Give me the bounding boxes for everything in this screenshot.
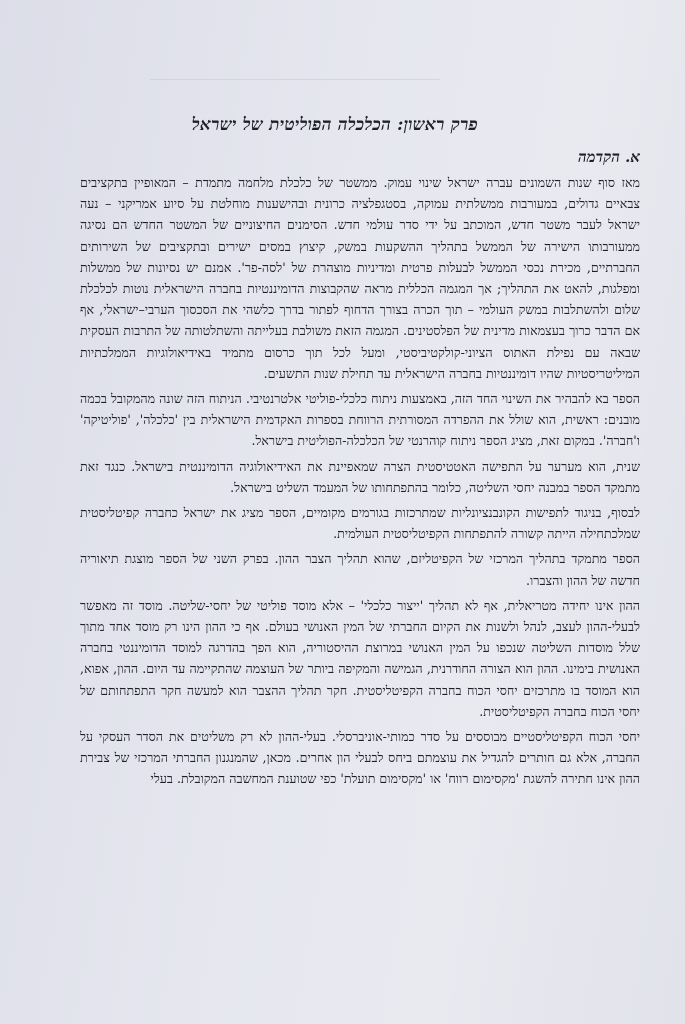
- paragraph-2: הספר בא להבהיר את השינוי החד הזה, באמצעות ניתוח כלכלי-פוליטי אלטרנטיבי. הניתוח הזה שונה מהמקובל בכמה מובנים: ראשית, הוא שולל את ההפרדה המסורתית הרווחת בספרות האקדמית הישראלית בין 'כלכלה', 'פוליטיקה' ו'חברה'. במקום זאת, מציג הספר ניתוח קוהרנטי של הכלכלה-הפוליטית בישראל.: [80, 391, 640, 449]
- page-content: [80, 112, 640, 793]
- paragraph-6: ההון אינו יחידה מטריאלית, אף לא תהליך 'ייצור כלכלי' – אלא מוסד פוליטי של יחסי-שליטה. מוסד זה מאפשר לבעלי-ההון לעצב, לנהל ולשנות את הקיום החברתי של המין האנושי בעולם. אף כי ההון הינו רק מוסד אחד מתוך שלל מוסדות השליטה שנכפו על המין האנושי במרוצת ההיסטוריה, הוא הפך בהדרגה למוסד הדומיננטי בחברה האנושית בימינו. ההון הוא הצורה החודרנית, הגמישה והמקיפה ביותר של העוצמה שהתקיימה עד היום. ההון, אפוא, הוא המוסד בו מתרכזים יחסי הכוח בחברה הקפיטליסטית. חקר תהליך ההצבר הוא למעשה חקר התפתחותם של יחסי הכוח בחברה הקפיטליסטית.: [80, 597, 640, 719]
- paragraph-5: הספר מתמקד בתהליך המרכזי של הקפיטליזם, שהוא תהליך הצבר ההון. בפרק השני של הספר מוצגת תיאוריה חדשה של ההון והצברו.: [80, 551, 640, 588]
- section-title: א. הקדמה: [577, 148, 640, 166]
- chapter-title: פרק ראשון: הכלכלה הפוליטית של ישראל: [191, 115, 478, 135]
- paragraph-3: שנית, הוא מערער על התפישה האטטיסטית הצרה שמאפיינת את האידיאולוגיה הדומיננטית בישראל. כנגד זאת מתמקד הספר במבנה יחסי השליטה, כלומר בהתפתחותו של המעמד השליט בישראל.: [80, 458, 640, 495]
- faded-running-header: [150, 79, 440, 86]
- paragraph-1: מאז סוף שנות השמונים עברה ישראל שינוי עמוק. ממשטר של כלכלת מלחמה מתמדת – המאופיין בתקציבים צבאיים גדולים, במעורבות ממשלתית עמוקה, בסטגפלציה כרונית ובהישענות מוחלטת על סיוע אמריקני – נעה ישראל לעבר משטר חדש, המוכתב על ידי סדר עולמי חדש. הסימנים החיצוניים של המשטר החדש הם נסיגה ממעורבותו הישירה של הממשל בתהליך ההשקעות במשק, קיצוץ במסים ישירים ובתקציבים של השירותים החברתיים, מכירת נכסי הממשל לבעלות פרטית ומדיניות מוצהרת של 'לסה-פר'. אמנם יש נסיונות של ממשלות ומפלגות, להאט את התהליך; אך המגמה הכללית מראה שהקבוצות הדומיננטיות בחברה הישראלית נוטות לכלכלת שלום ולהשתלבות במשק העולמי – תוך הכרה בצורך הדחוף לפתור בדרך כלשהי את הסכסוך הערבי–ישראלי, אף אם הדבר כרוך בעצמאות מדינית של הפלסטינים. המגמה הזאת משולבת בעלייתה והשתלטותה של התרבות העסקית שבאה עם נפילת האתוס הציוני-קולקטיביסטי, ומעל לכל תוך כרסום מתמיד באידיאולוגיות הממלכתיות המיליטריסטיות שהיו דומיננטיות בחברה הישראלית עד תחילת שנות התשעים.: [80, 175, 640, 381]
- paragraph-7: יחסי הכוח הקפיטליסטיים מבוססים על סדר כמותי-אוניברסלי. בעלי-ההון לא רק משליטים את הסדר העסקי על החברה, אלא גם חותרים להגדיל את עוצמתם ביחס לבעלי הון אחרים. מכאן, שהמנגנון החברתי המרכזי של צבירת ההון אינו חתירה להשגת 'מקסימום רווח' או 'מקסימום תועלת' כפי שטוענת המחשבה המקובלת. בעלי: [80, 729, 640, 787]
- paragraph-4: לבסוף, בניגוד לתפישות הקונבנציונליות שמתרכזות בגורמים מקומיים, הספר מציג את ישראל כחברה קפיטליסטית שמלכתחילה הייתה קשורה להתפתחות הקפיטליסטית העולמית.: [80, 505, 640, 542]
